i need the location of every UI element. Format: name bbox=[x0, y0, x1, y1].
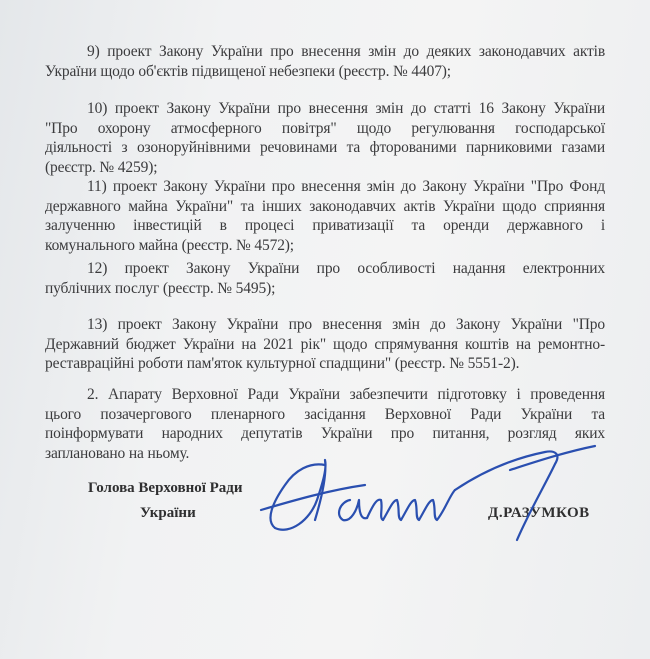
text-line: 2. Апарату Верховної Ради України забезпечити підготовку і проведення bbox=[87, 386, 605, 403]
paragraph bbox=[45, 99, 605, 177]
text-line: "Про охорону атмосферного повітря" щодо регулювання господарської bbox=[45, 119, 605, 137]
text-line: 11) проект Закону України про внесення змін до Закону України "Про Фонд bbox=[87, 178, 605, 195]
text-line: 13) проект Закону України про внесення змін до Закону України "Про bbox=[87, 316, 605, 333]
text-line: 10) проект Закону України про внесення змін до статті 16 Закону України bbox=[87, 100, 605, 117]
text-line: цього позачергового пленарного засідання Верховної Ради України та bbox=[45, 405, 605, 423]
text-line: комунального майна (реєстр. № 4572); bbox=[45, 236, 294, 254]
text-line: заплановано на ньому. bbox=[45, 444, 190, 462]
text-line: 12) проект Закону України про особливості надання електронних bbox=[87, 260, 605, 277]
signatory-name: Д.РАЗУМКОВ bbox=[488, 505, 590, 521]
text-line: (реєстр. № 4259); bbox=[45, 158, 158, 176]
handwritten-signature bbox=[255, 440, 615, 550]
paragraph bbox=[45, 259, 605, 298]
signatory-title-line2: України bbox=[140, 505, 196, 521]
text-line: залученню інвестицій в процесі приватизації та оренди державного і bbox=[45, 217, 605, 234]
text-line: державного майна України" та інших законодавчих актів України щодо сприяння bbox=[45, 197, 605, 215]
text-line: України щодо об'єктів підвищеної небезпеки (реєстр. № 4407); bbox=[45, 62, 451, 80]
text-line: реставраційні роботи пам'яток культурної спадщини" (реєстр. № 5551-2). bbox=[45, 355, 520, 372]
signatory-title-line1: Голова Верховної Ради bbox=[88, 480, 243, 496]
paragraph bbox=[45, 177, 605, 255]
paragraph bbox=[45, 315, 605, 374]
text-line: поінформувати народних депутатів України про питання, розгляд яких bbox=[45, 425, 605, 442]
text-line: діяльності з озоноруйнівними речовинами та фторованими парниковими газами bbox=[45, 139, 605, 156]
paragraph bbox=[45, 42, 605, 81]
text-line: публічних послуг (реєстр. № 5495); bbox=[45, 279, 276, 297]
text-line: 9) проект Закону України про внесення змін до деяких законодавчих актів bbox=[87, 43, 605, 60]
text-line: Державний бюджет України на 2021 рік" щодо спрямування коштів на ремонтно- bbox=[45, 335, 605, 353]
